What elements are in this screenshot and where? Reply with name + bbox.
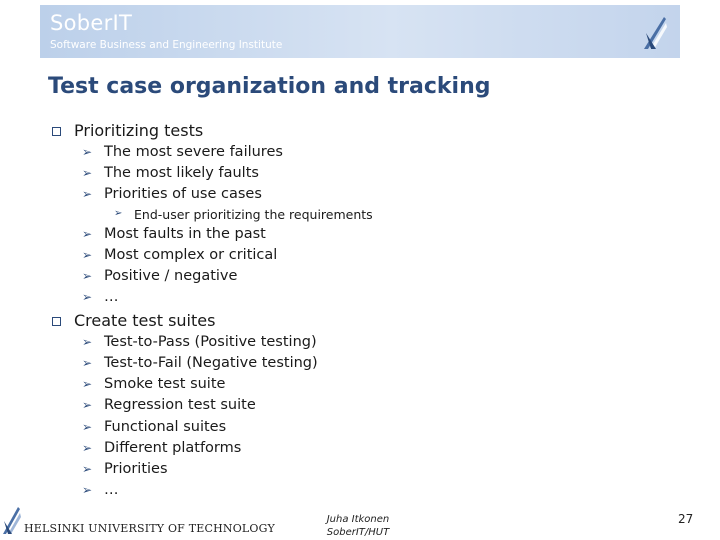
footer-university: HELSINKI UNIVERSITY OF TECHNOLOGY (24, 522, 275, 535)
arrow-bullet-icon: ➢ (82, 145, 93, 159)
arrow-bullet-icon: ➢ (82, 335, 93, 349)
arrow-bullet-icon: ➢ (82, 420, 93, 434)
slide-title: Test case organization and tracking (48, 74, 491, 99)
arrow-bullet-icon: ➢ (82, 227, 93, 241)
arrow-bullet-icon: ➢ (82, 356, 93, 370)
footer-unit: SoberIT/HUT (326, 527, 390, 538)
section-label: Prioritizing tests (74, 121, 204, 140)
arrow-bullet-icon: ➢ (82, 187, 93, 201)
arrow-bullet-icon: ➢ (82, 248, 93, 262)
footer-author-block (318, 513, 398, 539)
header-banner (40, 5, 680, 58)
hut-logo-icon (2, 505, 22, 535)
brand-subtitle: Software Business and Engineering Institute (50, 39, 283, 51)
brand-name: SoberIT (50, 11, 133, 35)
arrow-bullet-icon: ➢ (82, 441, 93, 455)
arrow-bullet-icon: ➢ (82, 483, 93, 497)
square-bullet-icon (52, 317, 61, 326)
arrow-bullet-icon: ➢ (82, 166, 93, 180)
arrow-bullet-icon: ➢ (82, 269, 93, 283)
footer-author: Juha Itkonen (326, 514, 390, 525)
arrow-bullet-icon: ➢ (114, 208, 123, 219)
arrow-bullet-icon: ➢ (82, 377, 93, 391)
section-label: Create test suites (74, 311, 216, 330)
arrow-bullet-icon: ➢ (82, 398, 93, 412)
arrow-bullet-icon: ➢ (82, 462, 93, 476)
page-number: 27 (678, 512, 694, 526)
hut-logo-icon (642, 13, 668, 51)
square-bullet-icon (52, 127, 61, 136)
arrow-bullet-icon: ➢ (82, 290, 93, 304)
